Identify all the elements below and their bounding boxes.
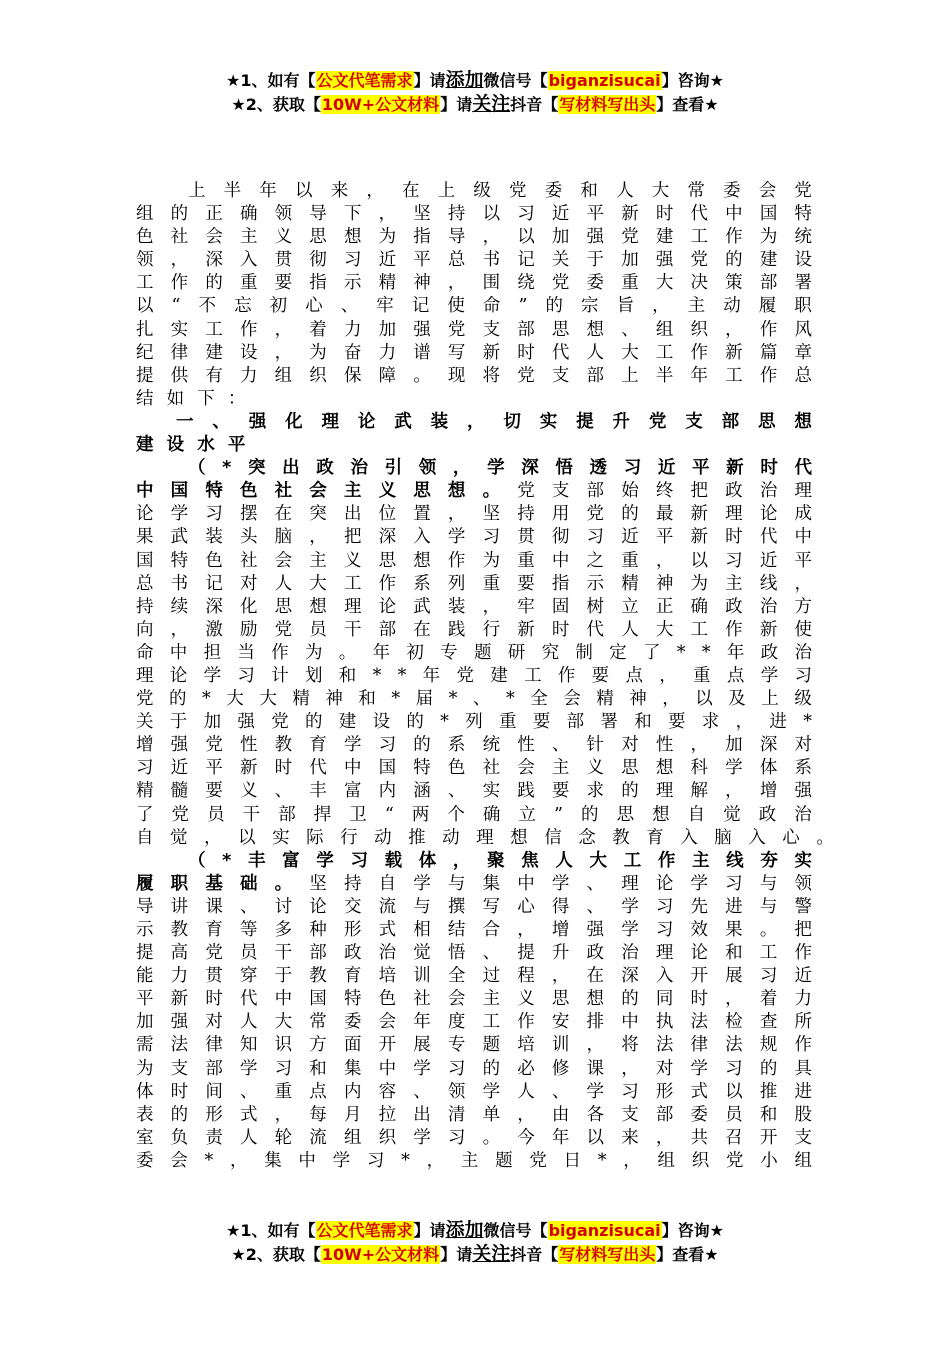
banner-emphasis: 添加: [445, 69, 484, 91]
text-line: 色 社 会 主 义 思 想 为 指 导 ， 以 加 强 党 建 工 作 为 统: [136, 227, 812, 248]
text-line: 加 强 对 人 大 常 委 会 年 度 工 作 安 排 中 执 法 检 查 所: [136, 1012, 812, 1033]
text-line: 为 支 部 学 习 和 集 中 学 习 的 必 修 课 ， 对 学 习 的 具: [136, 1058, 812, 1079]
text-line: 国 特 色 社 会 主 义 思 想 作 为 重 中 之 重 ， 以 习 近 平: [136, 550, 812, 571]
highlight-wechat-id: biganzisucai: [548, 1221, 661, 1240]
banner-text: 】请: [440, 95, 473, 114]
document-body: [136, 180, 834, 1173]
text-line: 室 负 责 人 轮 流 组 织 学 习 。 今 年 以 来 ， 共 召 开 支: [136, 1127, 812, 1148]
text-line: 精 髓 要 义 、 丰 富 内 涵 、 实 践 要 求 的 理 解 ， 增 强: [136, 781, 812, 802]
text-line: 总 书 记 对 人 大 工 作 系 列 重 要 指 示 精 神 为 主 线 ，: [136, 573, 812, 594]
text-line: 以 “ 不 忘 初 心 、 牢 记 使 命 ” 的 宗 旨 ， 主 动 履 职: [136, 296, 812, 317]
banner-text: 】咨询★: [661, 71, 724, 90]
text-line: 向 ， 激 励 党 员 干 部 在 践 行 新 时 代 人 大 工 作 新 使: [136, 619, 812, 640]
text-line: 持 续 深 化 思 想 理 论 武 装 ， 牢 固 树 立 正 确 政 治 方: [136, 596, 812, 617]
top-banner: [0, 68, 950, 116]
banner-emphasis: 添加: [445, 1219, 484, 1241]
banner-text: 】咨询★: [661, 1221, 724, 1240]
text-line: 命 中 担 当 作 为 。 年 初 专 题 研 究 制 定 了 * * 年 政 治: [136, 642, 812, 663]
text-line: 纪 律 建 设 ， 为 奋 力 谱 写 新 时 代 人 大 工 作 新 篇 章: [136, 342, 812, 363]
highlight-wechat-id: biganzisucai: [548, 71, 661, 90]
highlight-materials: 10W+公文材料: [321, 95, 440, 114]
highlight-ghostwriting: 公文代笔需求: [316, 1221, 413, 1240]
text-line: 提 供 有 力 组 织 保 障 。 现 将 党 支 部 上 半 年 工 作 总: [136, 365, 812, 386]
highlight-materials: 10W+公文材料: [321, 1245, 440, 1264]
text-line: 关 于 加 强 党 的 建 设 的 * 列 重 要 部 署 和 要 求 ， 进 *: [136, 712, 812, 733]
banner-text: ★2、获取【: [231, 1245, 321, 1264]
highlight-douyin-account: 写材料写出头: [559, 1245, 656, 1264]
bottom-banner: [0, 1218, 950, 1266]
banner-text: 】查看★: [656, 95, 719, 114]
text-line: 了 党 员 干 部 捍 卫 “ 两 个 确 立 ” 的 思 想 自 觉 政 治: [136, 804, 812, 825]
text-line: 自 觉 ， 以 实 际 行 动 推 动 理 想 信 念 教 育 入 脑 入 心 。: [136, 827, 834, 848]
text-line: （ * 突 出 政 治 引 领 ， 学 深 悟 透 习 近 平 新 时 代: [188, 458, 812, 479]
banner-line-1: [0, 1218, 950, 1242]
text-line: 一 、 强 化 理 论 武 装 ， 切 实 提 升 党 支 部 思 想: [176, 411, 812, 432]
banner-text: ★1、如有【: [226, 1221, 316, 1240]
banner-text: ★1、如有【: [226, 71, 316, 90]
banner-emphasis: 关注: [472, 93, 511, 115]
banner-text: 】查看★: [656, 1245, 719, 1264]
banner-text: 抖音【: [510, 95, 559, 114]
text-line: 组 的 正 确 领 导 下 ， 坚 持 以 习 近 平 新 时 代 中 国 特: [136, 204, 812, 225]
text-line: 扎 实 工 作 ， 着 力 加 强 党 支 部 思 想 、 组 织 ， 作 风: [136, 319, 812, 340]
text-line: 平 新 时 代 中 国 特 色 社 会 主 义 思 想 的 同 时 ， 着 力: [136, 989, 812, 1010]
text-line: 体 时 间 、 重 点 内 容 、 领 学 人 、 学 习 形 式 以 推 进: [136, 1081, 812, 1102]
text-line: 论 学 习 摆 在 突 出 位 置 ， 坚 持 用 党 的 最 新 理 论 成: [136, 504, 812, 525]
text-line: 结 如 下 ：: [136, 388, 246, 409]
highlight-douyin-account: 写材料写出头: [559, 95, 656, 114]
text-line: 果 武 装 头 脑 ， 把 深 入 学 习 贯 彻 习 近 平 新 时 代 中: [136, 527, 812, 548]
banner-line-2: [0, 92, 950, 116]
banner-text: 】请: [413, 1221, 446, 1240]
text-line: 建 设 水 平: [136, 435, 246, 456]
text-line: 表 的 形 式 ， 每 月 拉 出 清 单 ， 由 各 支 部 委 员 和 股: [136, 1104, 812, 1125]
text-line: 中 国 特 色 社 会 主 义 思 想 。 党 支 部 始 终 把 政 治 理: [136, 481, 812, 502]
text-line: 提 高 党 员 干 部 政 治 觉 悟 、 提 升 政 治 理 论 和 工 作: [136, 943, 812, 964]
text-line: 增 强 党 性 教 育 学 习 的 系 统 性 、 针 对 性 ， 加 深 对: [136, 735, 812, 756]
text-line: 需 法 律 知 识 方 面 开 展 专 题 培 训 ， 将 法 律 法 规 作: [136, 1035, 812, 1056]
banner-emphasis: 关注: [472, 1243, 511, 1265]
banner-text: 抖音【: [510, 1245, 559, 1264]
banner-text: ★2、获取【: [231, 95, 321, 114]
text-line: 示 教 育 等 多 种 形 式 相 结 合 ， 增 强 学 习 效 果 。 把: [136, 920, 812, 940]
banner-line-1: [0, 68, 950, 92]
banner-text: 】请: [413, 71, 446, 90]
banner-text: 】请: [440, 1245, 473, 1264]
text-line: 委 会 * ， 集 中 学 习 * ， 主 题 党 日 * ， 组 织 党 小 组: [136, 1150, 812, 1171]
highlight-ghostwriting: 公文代笔需求: [316, 71, 413, 90]
text-line: 习 近 平 新 时 代 中 国 特 色 社 会 主 义 思 想 科 学 体 系: [136, 758, 812, 779]
text-line: 工 作 的 重 要 指 示 精 神 ， 围 绕 党 委 重 大 决 策 部 署: [136, 273, 812, 294]
text-line: 党 的 * 大 大 精 神 和 * 届 * 、 * 全 会 精 神 ， 以 及 上 级: [136, 689, 812, 710]
text-line: （ * 丰 富 学 习 载 体 ， 聚 焦 人 大 工 作 主 线 夯 实: [188, 850, 812, 871]
banner-line-2: [0, 1242, 950, 1266]
text-line: 导 讲 课 、 讨 论 交 流 与 撰 写 心 得 、 学 习 先 进 与 警: [136, 896, 812, 917]
banner-text: 微信号【: [483, 71, 548, 90]
text-line: 能 力 贯 穿 于 教 育 培 训 全 过 程 ， 在 深 入 开 展 习 近: [136, 966, 812, 987]
text-line: 领 ， 深 入 贯 彻 习 近 平 总 书 记 关 于 加 强 党 的 建 设: [136, 250, 812, 271]
text-line: 理 论 学 习 计 划 和 * * 年 党 建 工 作 要 点 ， 重 点 学 习: [136, 665, 812, 686]
text-line: 上 半 年 以 来 ， 在 上 级 党 委 和 人 大 常 委 会 党: [188, 181, 812, 201]
banner-text: 微信号【: [483, 1221, 548, 1240]
text-line: 履 职 基 础 。 坚 持 自 学 与 集 中 学 、 理 论 学 习 与 领: [136, 873, 812, 894]
